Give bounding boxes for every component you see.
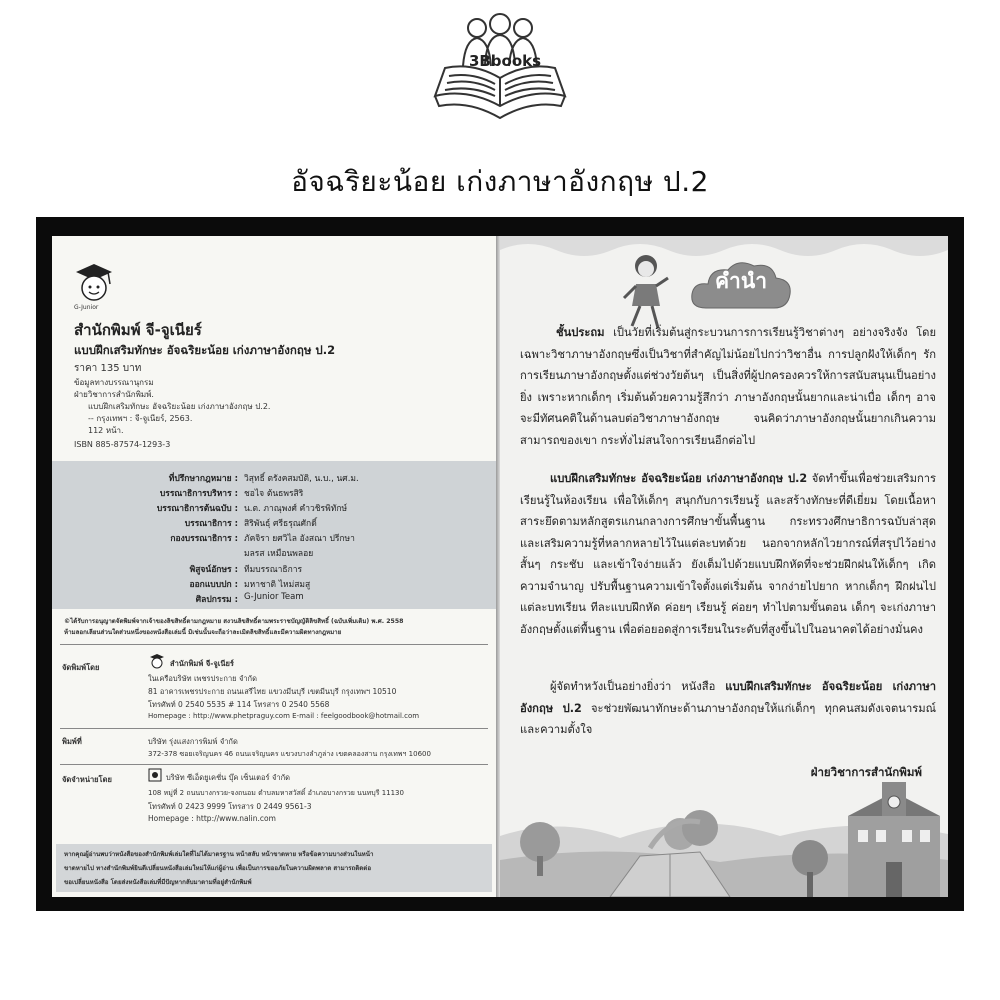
divider (60, 728, 488, 729)
g-junior-logo-text: G-Junior (74, 304, 99, 311)
paragraph-bold: แบบฝึกเสริมทักษะ อัจฉริยะน้อย เก่งภาษาอังกฤษ ป.2 (520, 680, 936, 715)
preface-signature: ฝ่ายวิชาการสำนักพิมพ์ (810, 765, 922, 779)
credit-role: บรรณาธิการ : (184, 519, 238, 529)
credit-role: บรรณาธิการต้นฉบับ : (156, 504, 238, 514)
notice-line: ขาดหายไป ทางสำนักพิมพ์ยินดีเปลี่ยนหนังสือเล่มใหม่ให้แก่ผู้อ่าน เพื่อเป็นการขออภัยในความผิดพลาด สามารถติดต่อ (64, 865, 372, 872)
printer-label: พิมพ์ที่ (62, 737, 82, 746)
preface-paragraph-2 (520, 468, 936, 640)
paragraph-text: เป็นวัยที่เริ่มต้นสู่กระบวนการการเรียนรู้วิชาต่างๆ อย่างจริงจัง โดยเฉพาะวิชาภาษาอังกฤษซึ่งเป็นวิชาที่สำคัญไม่น้อยไปกว่าวิชาอื่น การปลูกฝังให้เด็กๆ รักการเรียนภาษาอังกฤษตั้งแต่ช่วงวัยต้นๆ เป็นสิ่งที่ผู้ปกครองควรให้การสนับสนุนเป็นอย่างยิ่ง เพราะหากเด็กๆ เริ่มต้นด้วยความรู้สึกว่า ภาษาอังกฤษนั้นยากและน่าเบื่อ เด็กๆ อาจจะมีทัศนคติในด้านลบต่อวิชาภาษาอังกฤษ จนคิดว่าภาษาอังกฤษนั้นยากเกินความสามารถของเขา กระทั่งไม่สนใจการเรียนอีกต่อไป (520, 326, 936, 447)
credit-name: ทีมบรรณาธิการ (244, 565, 303, 575)
catalog-line: 112 หน้า. (88, 426, 124, 435)
book-title: แบบฝึกเสริมทักษะ อัจฉริยะน้อย เก่งภาษาอังกฤษ ป.2 (74, 343, 336, 357)
credit-name: ภัคจิรา ยศวิไล อังสณา ปรีกษา (244, 534, 355, 544)
credit-name: น.ต. ภาณุพงศ์ คำวชิรพิทักษ์ (244, 504, 348, 514)
price: ราคา 135 บาท (74, 363, 142, 374)
paragraph-text: จัดทำขึ้นเพื่อช่วยเสริมการเรียนรู้ในห้องเรียน เพื่อให้เด็กๆ สนุกกับการเรียนรู้ และสร้างทักษะที่ดีเยี่ยม โดยเนื้อหาสาระยึดตามหลักสูตรแกนกลางการศึกษาขั้นพื้นฐาน กระทรวงศึกษาธิการฉบับล่าสุด และเสริมความรู้ที่หลากหลายไว้ในแต่ละบทด้วย นอกจากหลักไวยากรณ์ที่สรุปไว้อย่างสั้นๆ กระชับ และเข้าใจง่ายแล้ว ยังเต็มไปด้วยแบบฝึกหัดที่จะช่วยฝึกฝนให้เด็กๆ เกิดความจำนาญ ปรับพื้นฐานความเข้าใจตั้งแต่เริ่มต้น จากง่ายไปยาก หากเด็กๆ ฝึกฝนไปแต่ละบทเรียน ทีละแบบฝึกหัด ค่อยๆ เรียนรู้ ค่อยๆ ทำไปตามขั้นตอน เด็กๆ จะเก่งภาษาอังกฤษตั้งแต่พื้นฐาน เพื่อต่อยอดสู่การเรียนในระดับที่สูงขึ้นไปในอนาคตได้อย่างมั่นคง (520, 472, 937, 636)
printer-line: 372-378 ซอยเจริญนคร 46 ถนนเจริญนคร แขวงบางลำภูล่าง เขตคลองสาน กรุงเทพฯ 10600 (148, 750, 431, 758)
divider (60, 764, 488, 765)
catalog-line: แบบฝึกเสริมทักษะ อัจฉริยะน้อย เก่งภาษาอังกฤษ ป.2. (88, 402, 271, 411)
credit-name: สิริพันธุ์ ศรีธรุณศักดิ์ (244, 519, 317, 529)
school-scene-illustration (500, 776, 948, 897)
copyright-line: ©ได้รับการอนุญาตจัดพิมพ์จากเจ้าของลิขสิทธิ์ตามกฎหมาย สงวนลิขสิทธิ์ตามพระราชบัญญัติลิขสิทธิ์ (ฉบับเพิ่มเติม) พ.ศ. 2558 (64, 618, 404, 625)
credit-name: มลรส เหมือนพลอย (244, 549, 314, 559)
paragraph-text: จะช่วยพัฒนาทักษะด้านภาษาอังกฤษให้แก่เด็กๆ ทุกคนสมดังเจตนารมณ์และความตั้งใจ (520, 701, 937, 736)
paragraph-text: ผู้จัดทำหวังเป็นอย่างยิ่งว่า หนังสือ (550, 680, 726, 693)
credit-name: ชอไจ ต้นธพรสิริ (244, 489, 304, 499)
credit-role: ออกแบบปก : (189, 580, 238, 590)
catalog-line: ข้อมูลทางบรรณานุกรม (74, 378, 154, 387)
notice-line: หากคุณผู้อ่านพบว่าหนังสือของสำนักพิมพ์เล่มใดที่ไม่ได้มาตรฐาน หน้าสลับ หน้าขาดหาย หรือข้อความบางส่วนในหน้า (64, 851, 374, 858)
3bbooks-logo (425, 6, 575, 156)
catalog-line: -- กรุงเทพฯ : จี-จูเนียร์, 2563. (88, 414, 193, 423)
credit-role: กองบรรณาธิการ : (170, 534, 238, 544)
g-junior-small-logo-icon (148, 652, 166, 670)
distributor-line: 108 หมู่ที่ 2 ถนนบางกรวย-จงถนอม ตำบลมหาสวัสดิ์ อำเภอบางกรวย นนทบุรี 11130 (148, 789, 404, 797)
divider (60, 644, 488, 645)
preface-paragraph-3 (520, 676, 936, 741)
se-ed-logo-icon (148, 768, 162, 782)
distributor-line: บริษัท ซีเอ็ดยูเคชั่น บุ๊ค เซ็นเตอร์ จำกัด (166, 773, 290, 782)
credit-name: วิสุทธิ์ ตรังคสมบัติ, น.บ., นศ.ม. (244, 474, 359, 484)
notice-line: ขอเปลี่ยนหนังสือ โดยส่งหนังสือเล่มที่มีปัญหากลับมาตามที่อยู่สำนักพิมพ์ (64, 879, 252, 886)
preface-paragraph-1 (520, 322, 936, 451)
publisher-line: Homepage : http://www.phetpraguy.com E-mail : feelgoodbook@hotmail.com (148, 712, 420, 720)
paragraph-lead: ชั้นประถม (556, 326, 605, 339)
credits-band (52, 461, 496, 609)
imprint-name: สำนักพิมพ์ จี-จูเนียร์ (74, 321, 202, 339)
notice-box (56, 844, 492, 892)
copyright-notice (64, 616, 484, 638)
publisher-line: โทรศัพท์ 0 2540 5535 # 114 โทรสาร 0 2540 5568 (148, 700, 330, 709)
credit-name: มหาชาติ ไหม่สมสู (244, 580, 311, 590)
credit-role: ที่ปรึกษากฎหมาย : (168, 474, 238, 484)
distributor-label: จัดจำหน่ายโดย (62, 775, 112, 784)
distributor-line: Homepage : http://www.nalin.com (148, 814, 276, 823)
printer-line: บริษัท รุ่งแสงการพิมพ์ จำกัด (148, 737, 238, 746)
preface-page (500, 236, 948, 897)
publisher-line: ในเครือบริษัท เพชรประกาย จำกัด (148, 674, 257, 683)
isbn: ISBN 885-87574-1293-3 (74, 440, 171, 449)
copyright-page (52, 236, 496, 897)
paragraph-lead: แบบฝึกเสริมทักษะ อัจฉริยะน้อย เก่งภาษาอังกฤษ ป.2 (550, 472, 808, 485)
publisher-name: สำนักพิมพ์ จี-จูเนียร์ (170, 659, 234, 668)
credit-role: บรรณาธิการบริหาร : (159, 489, 238, 499)
logo-text: 3Bbooks (468, 52, 542, 70)
page-title: อัจฉริยะน้อย เก่งภาษาอังกฤษ ป.2 (291, 165, 709, 198)
publisher-line: 81 อาคารเพชรประกาย ถนนเสรีไทย แขวงมีนบุรี เขตมีนบุรี กรุงเทพฯ 10510 (148, 687, 397, 696)
publisher-label: จัดพิมพ์โดย (62, 663, 100, 672)
copyright-line: ห้ามลอกเลียนส่วนใดส่วนหนึ่งของหนังสือเล่มนี้ มิเช่นนั้นจะถือว่าละเมิดลิขสิทธิ์และมีความผิดทางกฎหมาย (64, 629, 342, 636)
preface-heading: คำนำ (715, 269, 767, 293)
credit-role: พิสูจน์อักษร : (189, 565, 238, 575)
credit-name: G-Junior Team (244, 592, 304, 602)
distributor-line: โทรศัพท์ 0 2423 9999 โทรสาร 0 2449 9561-3 (148, 802, 312, 811)
credit-role: ศิลปกรรม : (195, 595, 238, 605)
catalog-line: ฝ่ายวิชาการสำนักพิมพ์. (74, 390, 154, 399)
